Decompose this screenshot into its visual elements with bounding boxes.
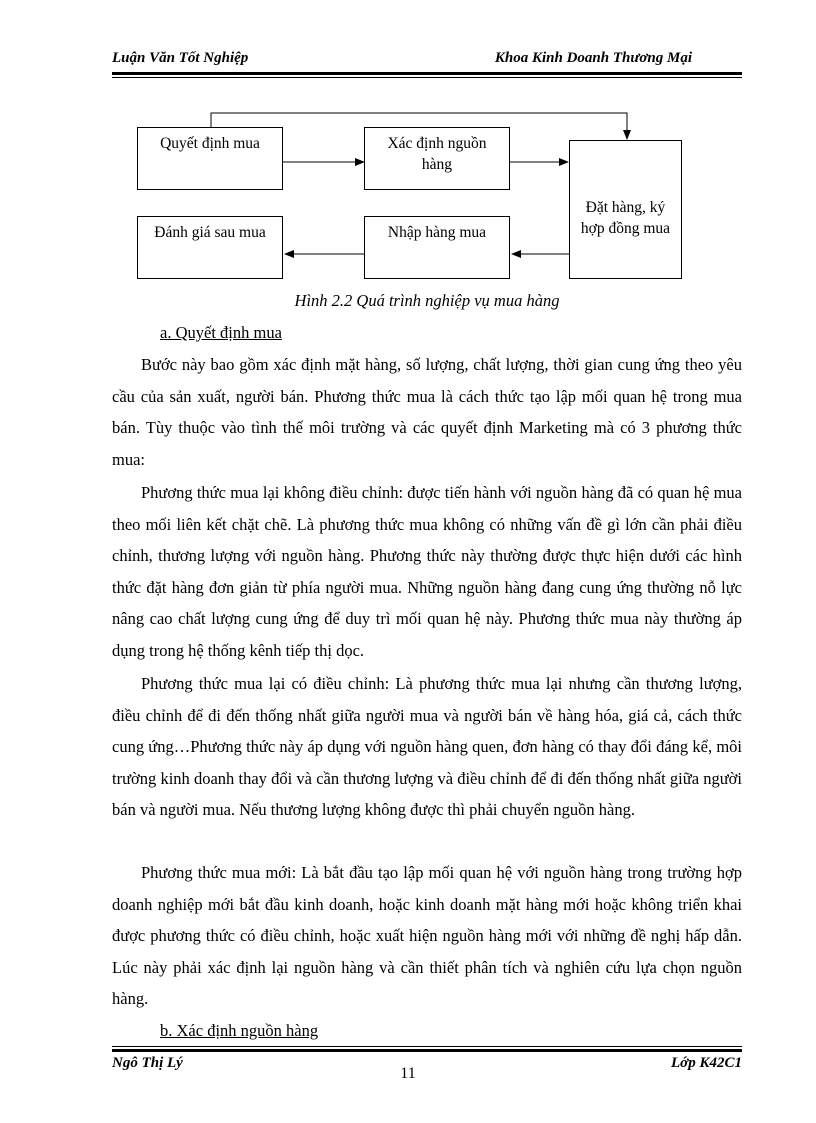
box-decide: [137, 127, 283, 190]
paragraph-2: Phương thức mua lại không điều chỉnh: được tiến hành với nguồn hàng đã có quan hệ mua theo mối liên kết chặt chẽ. Là phương thức mua không có những vấn đề gì lớn cần phải điều chỉnh, thương lượng với nguồn hàng. Phương thức này thường được thực hiện dưới các hình thức đặt hàng đơn giản từ phía người mua. Những nguồn hàng đang cung ứng thường nỗ lực nâng cao chất lượng cung ứng để duy trì mối quan hệ này. Phương thức mua này thường áp dụng trong hệ thống kênh tiếp thị dọc.: [112, 483, 742, 660]
footer-class: Lớp K42C1: [671, 1055, 742, 1071]
page-number: 11: [400, 1065, 416, 1082]
section-b-heading: b. Xác định nguồn hàng: [160, 1021, 319, 1040]
box-source: [364, 127, 510, 190]
box-evaluate-label: Đánh giá sau mua: [154, 224, 266, 241]
box-import: [364, 216, 510, 279]
section-a-heading: a. Quyết định mua: [160, 323, 282, 342]
paragraph-1: Bước này bao gồm xác định mặt hàng, số lượng, chất lượng, thời gian cung ứng theo yêu cầu của sản xuất, người bán. Phương thức mua là cách thức tạo lập mối quan hệ trong mua bán. Tùy thuộc vào tình thế môi trường và các quyết định Marketing mà có 3 phương thức mua:: [112, 355, 742, 469]
footer-author: Ngô Thị Lý: [112, 1055, 183, 1071]
box-evaluate: [137, 216, 283, 279]
box-order-label: Đặt hàng, ký hợp đồng mua: [580, 199, 671, 237]
box-decide-label: Quyết định mua: [160, 135, 260, 152]
paragraph-3: Phương thức mua lại có điều chỉnh: Là phương thức mua lại nhưng cần thương lượng, điều chỉnh để đi đến thống nhất giữa người mua và người bán về hàng hóa, giá cả, cách thức cung ứng…Phương thức này áp dụng với nguồn hàng quen, đơn hàng có thay đổi đáng kể, môi trường kinh doanh thay đổi và cần thương lượng và điều chỉnh để đi đến thống nhất giữa người bán và người mua. Nếu thương lượng không được thì phải chuyển nguồn hàng.: [112, 674, 742, 819]
box-order: [569, 140, 682, 279]
footer-rule-thick: [112, 1049, 742, 1052]
header-left: Luận Văn Tốt Nghiệp: [112, 50, 249, 66]
paragraph-4: Phương thức mua mới: Là bắt đầu tạo lập mối quan hệ với nguồn hàng trong trường hợp doanh nghiệp mới bắt đầu kinh doanh, hoặc kinh doanh mặt hàng mới hoặc không triển khai được phương thức có điều chỉnh, hoặc xuất hiện nguồn hàng mới với những đề nghị hấp dẫn. Lúc này phải xác định lại nguồn hàng và cần thiết phân tích và nghiên cứu lựa chọn nguồn hàng.: [112, 863, 742, 1008]
footer-rule-thin: [112, 1046, 742, 1047]
box-source-label: Xác định nguồn hàng: [387, 135, 487, 173]
process-diagram: [0, 0, 816, 300]
box-import-label: Nhập hàng mua: [387, 224, 487, 241]
figure-caption: Hình 2.2 Quá trình nghiệp vụ mua hàng: [294, 291, 560, 310]
header-right: Khoa Kinh Doanh Thương Mại: [494, 50, 692, 66]
